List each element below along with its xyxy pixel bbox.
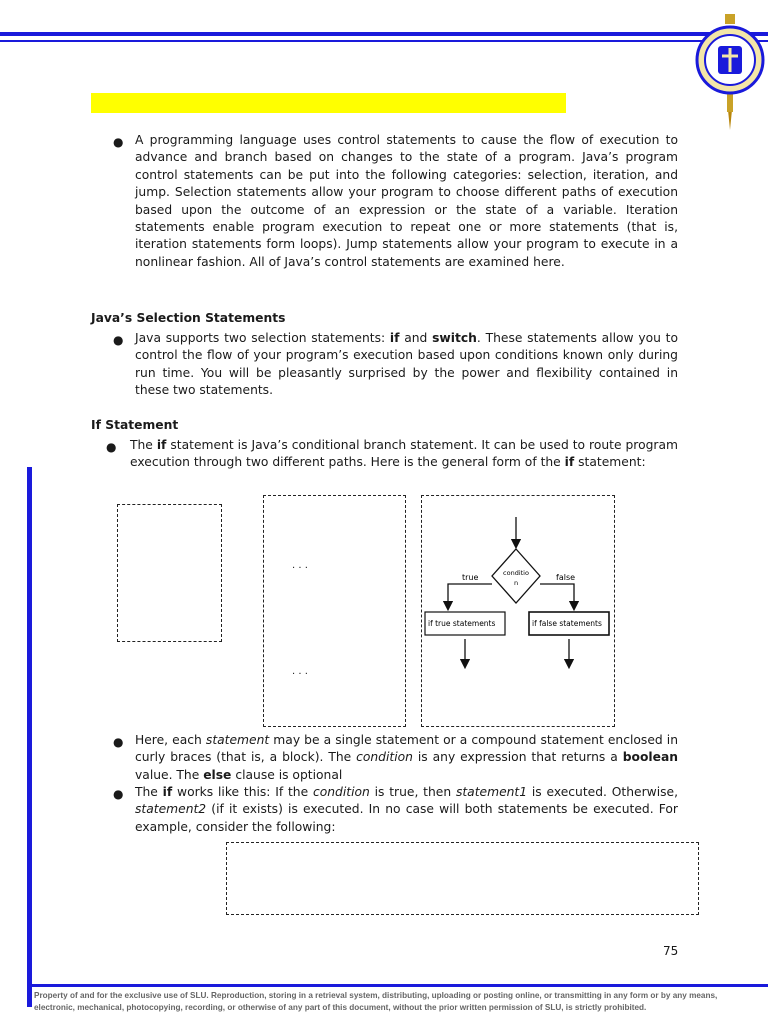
bullet-dot: ● (106, 440, 117, 454)
bullet-dot: ● (113, 787, 124, 801)
bullet-dot: ● (113, 735, 124, 749)
selection-heading: Java’s Selection Statements (91, 311, 286, 325)
syntax-box-left (117, 504, 222, 642)
page-number: 75 (663, 944, 679, 958)
flowchart-box (421, 495, 615, 727)
true-label: true (462, 573, 479, 583)
false-statements-label: if false statements (532, 619, 603, 629)
condition-label-1: conditio (503, 569, 530, 578)
if-paragraph-2: Here, each statement may be a single statement or a compound statement enclosed in curly braces (that is, a block). The condition is any expression that returns a boolean value. The else clause is optional (135, 733, 679, 782)
selection-paragraph: Java supports two selection statements: if and switch. These statements allow you to control the flow of your program’s execution based upon conditions known only during run time. You will be pleasantly surprised by the power and flexibility contained in these two statements. (135, 331, 679, 398)
true-branch-arrow (448, 584, 492, 606)
ellipsis-top: . . . (292, 560, 308, 571)
false-label: false (556, 573, 576, 583)
syntax-box-middle (263, 495, 406, 727)
if-flowchart (420, 494, 614, 726)
true-statements-label: if true statements (428, 619, 496, 629)
bullet-dot: ● (113, 333, 124, 347)
if-statement-heading: If Statement (91, 418, 179, 432)
condition-label-2: n (514, 579, 519, 588)
example-code-box (226, 842, 699, 915)
university-seal-logo (692, 10, 768, 130)
footer-rule (30, 984, 768, 987)
title-highlight-band (91, 93, 566, 113)
header-rule-bottom (0, 40, 768, 42)
intro-paragraph: A programming language uses control statements to cause the flow of execution to advance and branch based on changes to the state of a program. Java’s program control statements can be put into the following categories: selection, iteration, and jump. Selection statements allow your program to choose different paths of execution based upon the outcome of an expression or the state of a variable. Iteration statements enable program execution to repeat one or more statements (that is, iteration statements form loops). Jump statements allow your program to execute in a nonlinear fashion. All of Java’s control statements are examined here. (135, 133, 678, 269)
footer-copyright: Property of and for the exclusive use of SLU. Reproduction, storing in a retrieval system, distributing, uploading or posting online, or transmitting in any form or by any means, electronic, mechanical, photocopying, recording, or otherwise of any part of this document, without the prior written permission of SLU, is strictly prohibited. (34, 991, 718, 1012)
left-margin-bar (27, 467, 32, 1007)
ellipsis-bottom: . . . (292, 666, 308, 677)
bullet-dot: ● (113, 135, 124, 149)
header-rule-top (0, 32, 768, 36)
false-branch-arrow (540, 584, 574, 606)
if-paragraph-1: The if statement is Java’s conditional branch statement. It can be used to route program execution through two different paths. Here is the general form of the if statement: (130, 438, 678, 470)
if-paragraph-3: The if works like this: If the condition is true, then statement1 is executed. Otherwise, statement2 (if it exists) is executed. In no case will both statements be executed. For example, consider the following: (135, 785, 679, 834)
